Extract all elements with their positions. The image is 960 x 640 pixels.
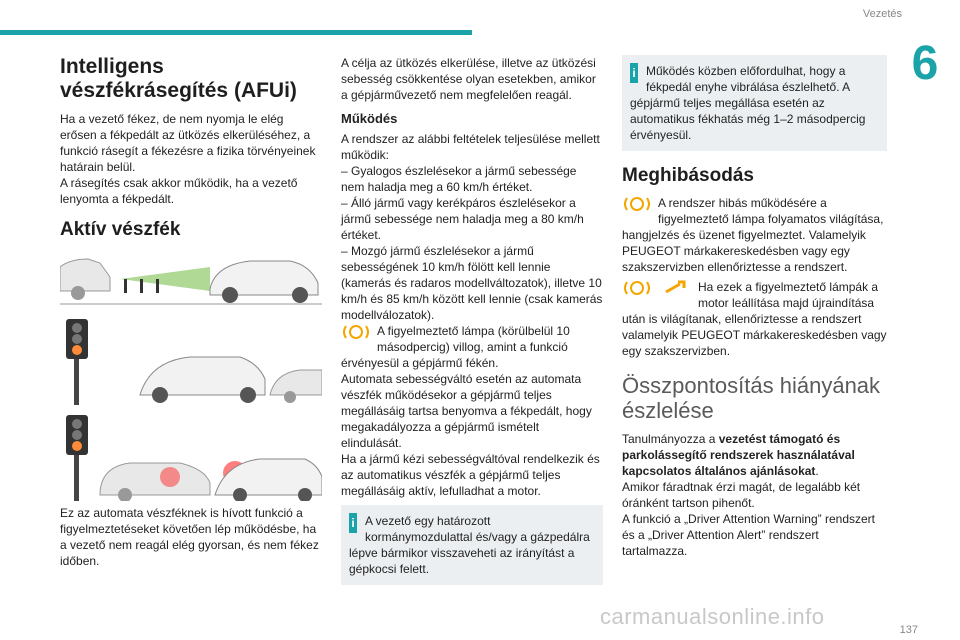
subsection-heading: Működés (341, 111, 398, 126)
page-number: 137 (899, 624, 918, 636)
section-heading: Meghibásodás (622, 165, 754, 186)
info-box (341, 505, 603, 585)
info-text: Működés közben előfordulhat, hogy a fékpedál enyhe vibrálása észlelhető. A gépjármű teljes megállása esetén az automatikus fékhatás még 1–2 másodpercig érvényesül. (630, 64, 866, 142)
info-text: A vezető egy határozott kormánymozdulattal és/vagy a gázpedálra lépve bármikor visszaveheti az irányítást a gépkocsi felett. (349, 514, 590, 576)
info-icon: i (630, 63, 638, 83)
warning-lamps-icon (622, 279, 692, 297)
column-3 (622, 55, 887, 559)
column-2 (341, 55, 603, 591)
active-brake-illustration-2 (60, 315, 322, 405)
paragraph: Ez az automata vészféknek is hívott funkció a figyelmeztetéseket követően lép működésbe, ha a vezető nem reagál elég gyorsan, és nem fékez időben. (60, 506, 319, 568)
paragraph: A funkció a „Driver Attention Warning” rendszert és a „Driver Attention Alert” rendszert tartalmazza. (622, 512, 875, 558)
section-name: Vezetés (862, 8, 902, 20)
paragraph (622, 431, 887, 479)
paragraph: Automata sebességváltó esetén az automata vészfék működésekor a gépjármű teljes megállásáig tartsa benyomva a fékpedált, hogy megakadályozza a gépjármű ismételt elindulását. (341, 372, 592, 450)
paragraph: Ha ezek a figyelmeztető lámpák a motor leállítása majd újraindítása után is világítanak, ellenőriztesse a rendszert valamelyik PEUGEOT márkakereskedésben vagy egy szakszervizben. (622, 280, 887, 358)
list-item: – Álló jármű vagy kerékpáros észlelésekor a jármű sebessége nem haladja meg a 80 km/h értéket. (341, 196, 584, 242)
page-title: Intelligens vészfékrásegítés (AFUi) (60, 55, 297, 102)
info-box (622, 55, 887, 151)
paragraph: A rendszer hibás működésére a figyelmeztető lámpa folyamatos világítása, hangjelzés és üzenet figyelmeztet. Valamelyik PEUGEOT márkakereskedésben vagy egy szakszervizben ellenőriztesse a rendszert. (622, 196, 884, 274)
list-item: – Mozgó jármű észlelésekor a jármű sebességének 10 km/h fölött kell lennie (kamerás és radaros modellváltozatok), illetve 10 km/h és 85 km/h között kell lennie (csak kamerás modellválozatok). (341, 244, 603, 322)
paragraph: Ha a jármű kézi sebességváltóval rendelkezik és az automatikus vészfék a gépjármű teljes megállásáig aktív, lefulladhat a motor. (341, 452, 600, 498)
column-1 (60, 55, 322, 569)
active-brake-illustration-1 (60, 249, 322, 309)
list-item: – Gyalogos észlelésekor a jármű sebessége nem haladja meg a 60 km/h értéket. (341, 164, 577, 194)
info-icon: i (349, 513, 357, 533)
paragraph: A célja az ütközés elkerülése, illetve az ütközési sebesség csökkentése olyan esetekben, amikor a gépjárművezető nem megfelelően reagál. (341, 56, 596, 102)
active-brake-illustration-3 (60, 411, 322, 501)
warning-lamp-icon (341, 323, 371, 341)
paragraph: A figyelmeztető lámpa (körülbelül 10 másodpercig) villog, amint a funkció érvényesül a gépjármű fékén. (341, 324, 570, 370)
paragraph: A rásegítés csak akkor működik, ha a vezető lenyomta a fékpedált. (60, 176, 298, 206)
warning-lamp-icon (622, 195, 652, 213)
paragraph: Ha a vezető fékez, de nem nyomja le elég erősen a fékpedált az ütközés elkerüléséhez, a funkció rásegít a fékezésre a fizika törvényeinek határain belül. (60, 112, 316, 174)
section-heading: Aktív vészfék (60, 219, 181, 240)
header-accent-bar (0, 30, 472, 35)
paragraph: A rendszer az alábbi feltételek teljesülése mellett működik: (341, 132, 600, 162)
chapter-number: 6 (911, 37, 939, 90)
watermark: carmanualsonline.info (600, 604, 825, 629)
paragraph: Amikor fáradtnak érzi magát, de legalább két óránként tartson pihenőt. (622, 480, 861, 510)
section-heading: Összpontosítás hiányának észlelése (622, 373, 881, 423)
text-span: . (815, 464, 819, 478)
bold-reference: vezetést támogató és parkolássegítő rendszerek használatával kapcsolatos általános ajánlásokat (622, 432, 855, 478)
text-span: Tanulmányozza a (622, 432, 719, 446)
